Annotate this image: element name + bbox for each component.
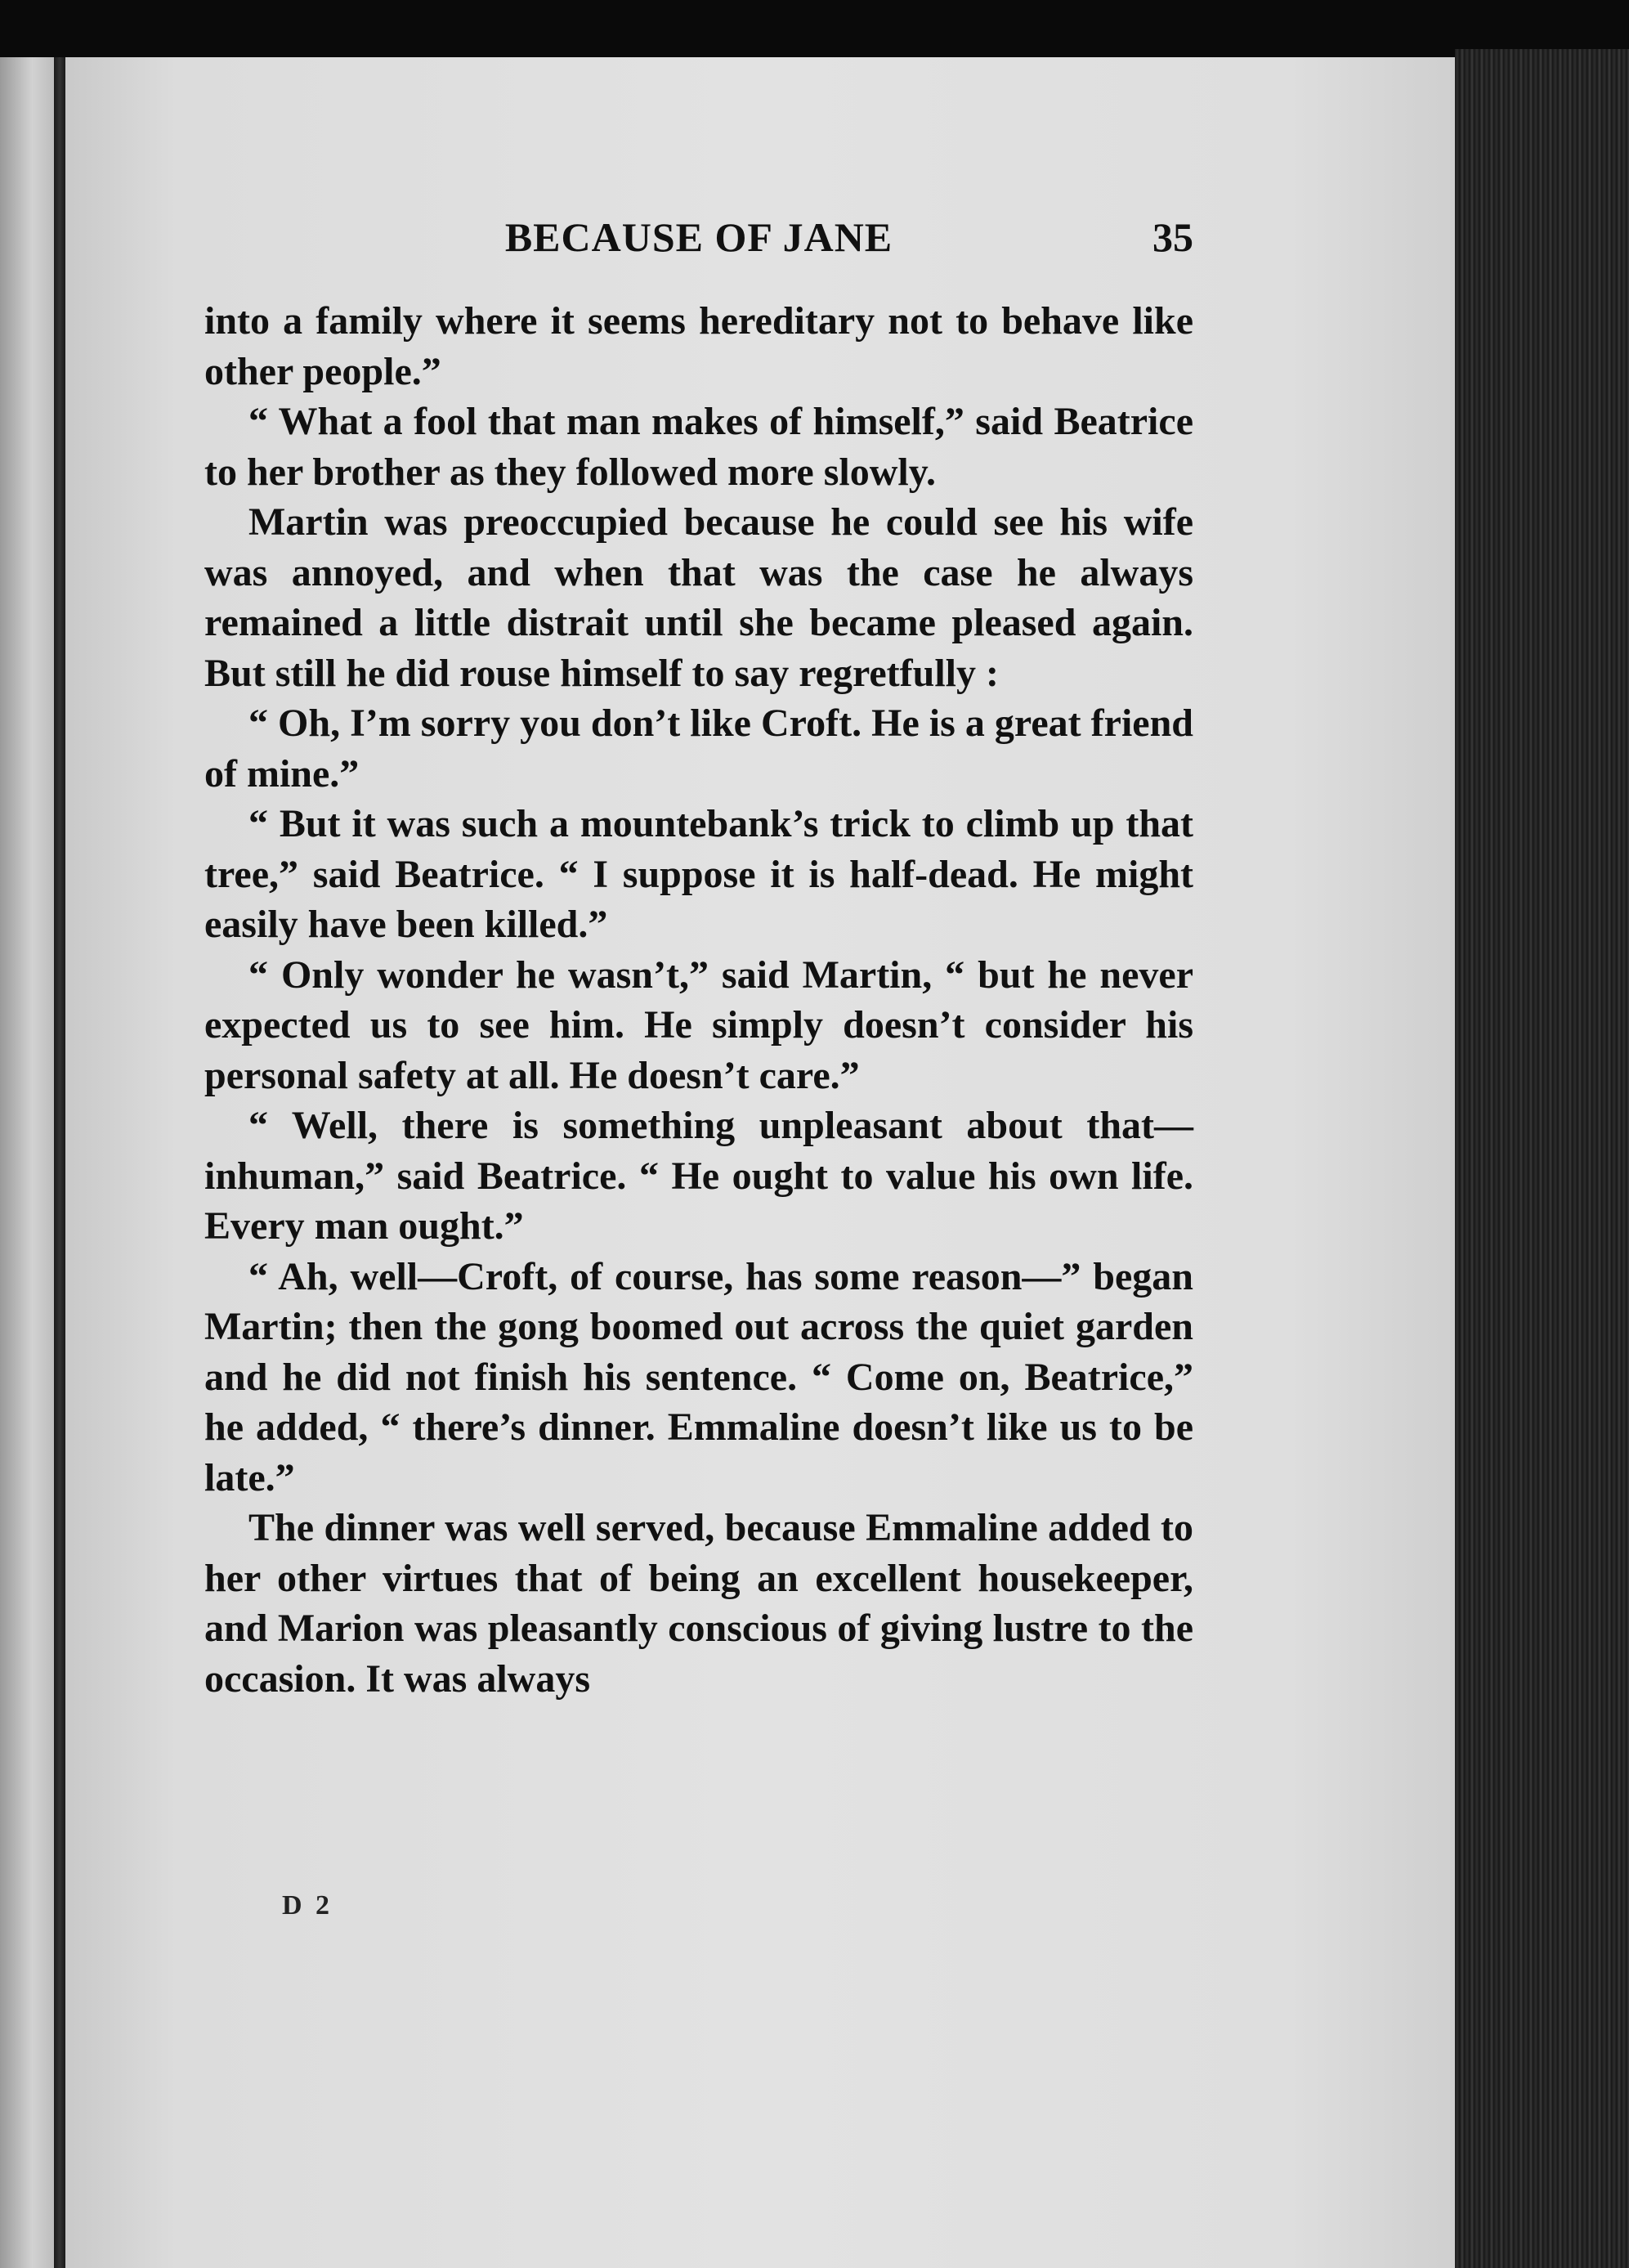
paragraph: “ Only wonder he wasn’t,” said Martin, “ but he never expected us to see him. He simply doesn’t consider his personal safety at all. He doesn’t care.” bbox=[204, 952, 1193, 1097]
body-text bbox=[204, 296, 1193, 1704]
running-title: BECAUSE OF JANE bbox=[504, 214, 893, 260]
running-head bbox=[204, 208, 1193, 266]
paragraph: Martin was preoccupied because he could see his wife was annoyed, and when that was the case he always remained a little distrait until she became pleased again. But still he did rouse himself to say regretfully : bbox=[204, 500, 1193, 695]
book-fore-edge bbox=[1455, 49, 1629, 2268]
book-gutter bbox=[54, 57, 65, 2268]
paragraph: into a family where it seems hereditary not to behave like other people.” bbox=[204, 299, 1193, 393]
facing-page-edge bbox=[0, 57, 54, 2268]
paragraph: “ But it was such a mountebank’s trick to climb up that tree,” said Beatrice. “ I suppose it is half-dead. He might easily have been killed.” bbox=[204, 802, 1193, 946]
paragraph: “ Well, there is something unpleasant about that—inhuman,” said Beatrice. “ He ought to value his own life. Every man ought.” bbox=[204, 1104, 1193, 1248]
page-number: 35 bbox=[1152, 214, 1193, 260]
paragraph: “ Ah, well—Croft, of course, has some reason—” began Martin; then the gong boomed out across the quiet garden and he did not finish his sentence. “ Come on, Beatrice,” he added, “ there’s dinner. Emmaline doesn’t like us to be late.” bbox=[204, 1254, 1193, 1499]
paragraph: The dinner was well served, because Emmaline added to her other virtues that of being an excellent housekeeper, and Marion was pleasantly conscious of giving lustre to the occasion. It was always bbox=[204, 1506, 1193, 1701]
signature-mark: D 2 bbox=[282, 1890, 333, 1921]
paragraph: “ What a fool that man makes of himself,” said Beatrice to her brother as they followed more slowly. bbox=[204, 400, 1193, 494]
paragraph: “ Oh, I’m sorry you don’t like Croft. He is a great friend of mine.” bbox=[204, 701, 1193, 796]
